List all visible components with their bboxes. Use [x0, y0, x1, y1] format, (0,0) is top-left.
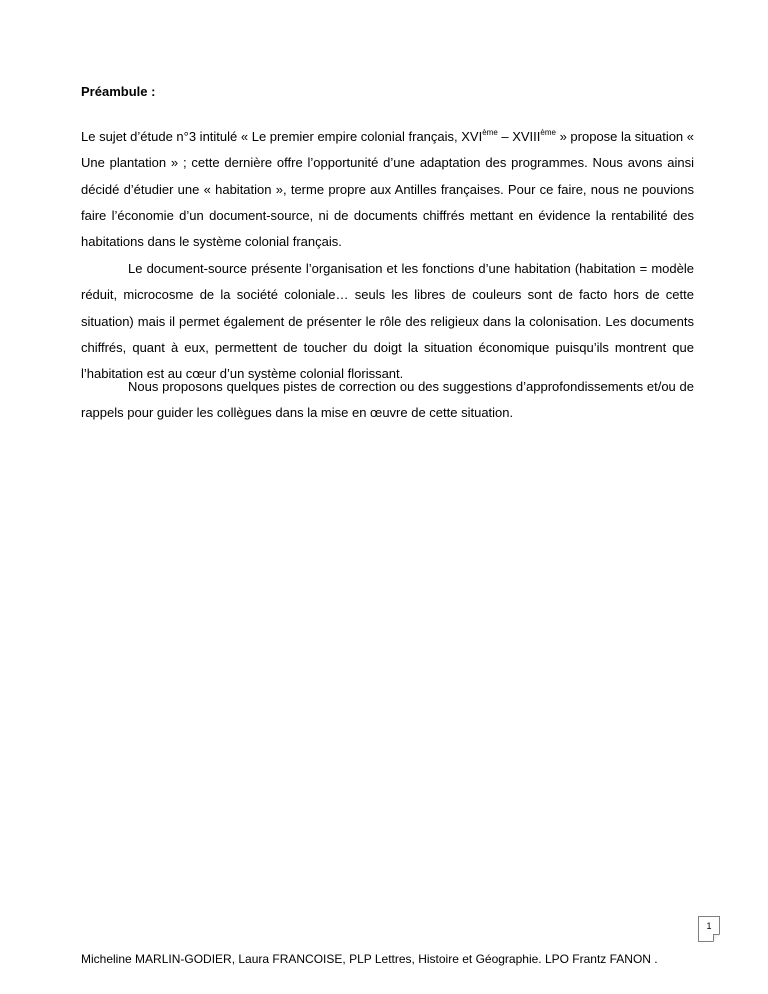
- paragraph-1-text-b: – XVIII: [497, 129, 541, 144]
- paragraph-1: [81, 124, 694, 255]
- paragraph-2: Le document-source présente l’organisation et les fonctions d’une habitation (habitation = modèle réduit, microcosme de la société coloniale… seuls les libres de couleurs sont de facto hors de cette situation) mais il permet également de présenter le rôle des religieux dans la colonisation. Les documents chiffrés, quant à eux, permettent de toucher du doigt la situation économique puisqu’ils montrent que l’habitation est au cœur d’un système colonial florissant.: [81, 261, 694, 382]
- page-number: 1: [706, 921, 712, 931]
- page-footer: Micheline MARLIN-GODIER, Laura FRANCOISE, PLP Lettres, Histoire et Géographie. LPO Frantz FANON .: [81, 952, 658, 966]
- paragraph-1-text-c: » propose la situation « Une plantation » ; cette dernière offre l’opportunité d’une adaptation des programmes. Nous avons ainsi décidé d’étudier une « habitation », terme propre aux Antilles françaises. Pour ce faire, nous ne pouvions faire l’économie d’un document-source, ni de documents chiffrés mettant en évidence la rentabilité des habitations dans le système colonial français.: [81, 129, 695, 250]
- superscript-2: ème: [540, 128, 556, 137]
- section-heading: Préambule :: [81, 84, 156, 99]
- superscript-1: ème: [482, 128, 498, 137]
- paragraph-1-text-a: Le sujet d’étude n°3 intitulé « Le premier empire colonial français, XVI: [81, 129, 483, 144]
- paragraph-3: Nous proposons quelques pistes de correction ou des suggestions d’approfondissements et/ou de rappels pour guider les collègues dans la mise en œuvre de cette situation.: [81, 379, 694, 421]
